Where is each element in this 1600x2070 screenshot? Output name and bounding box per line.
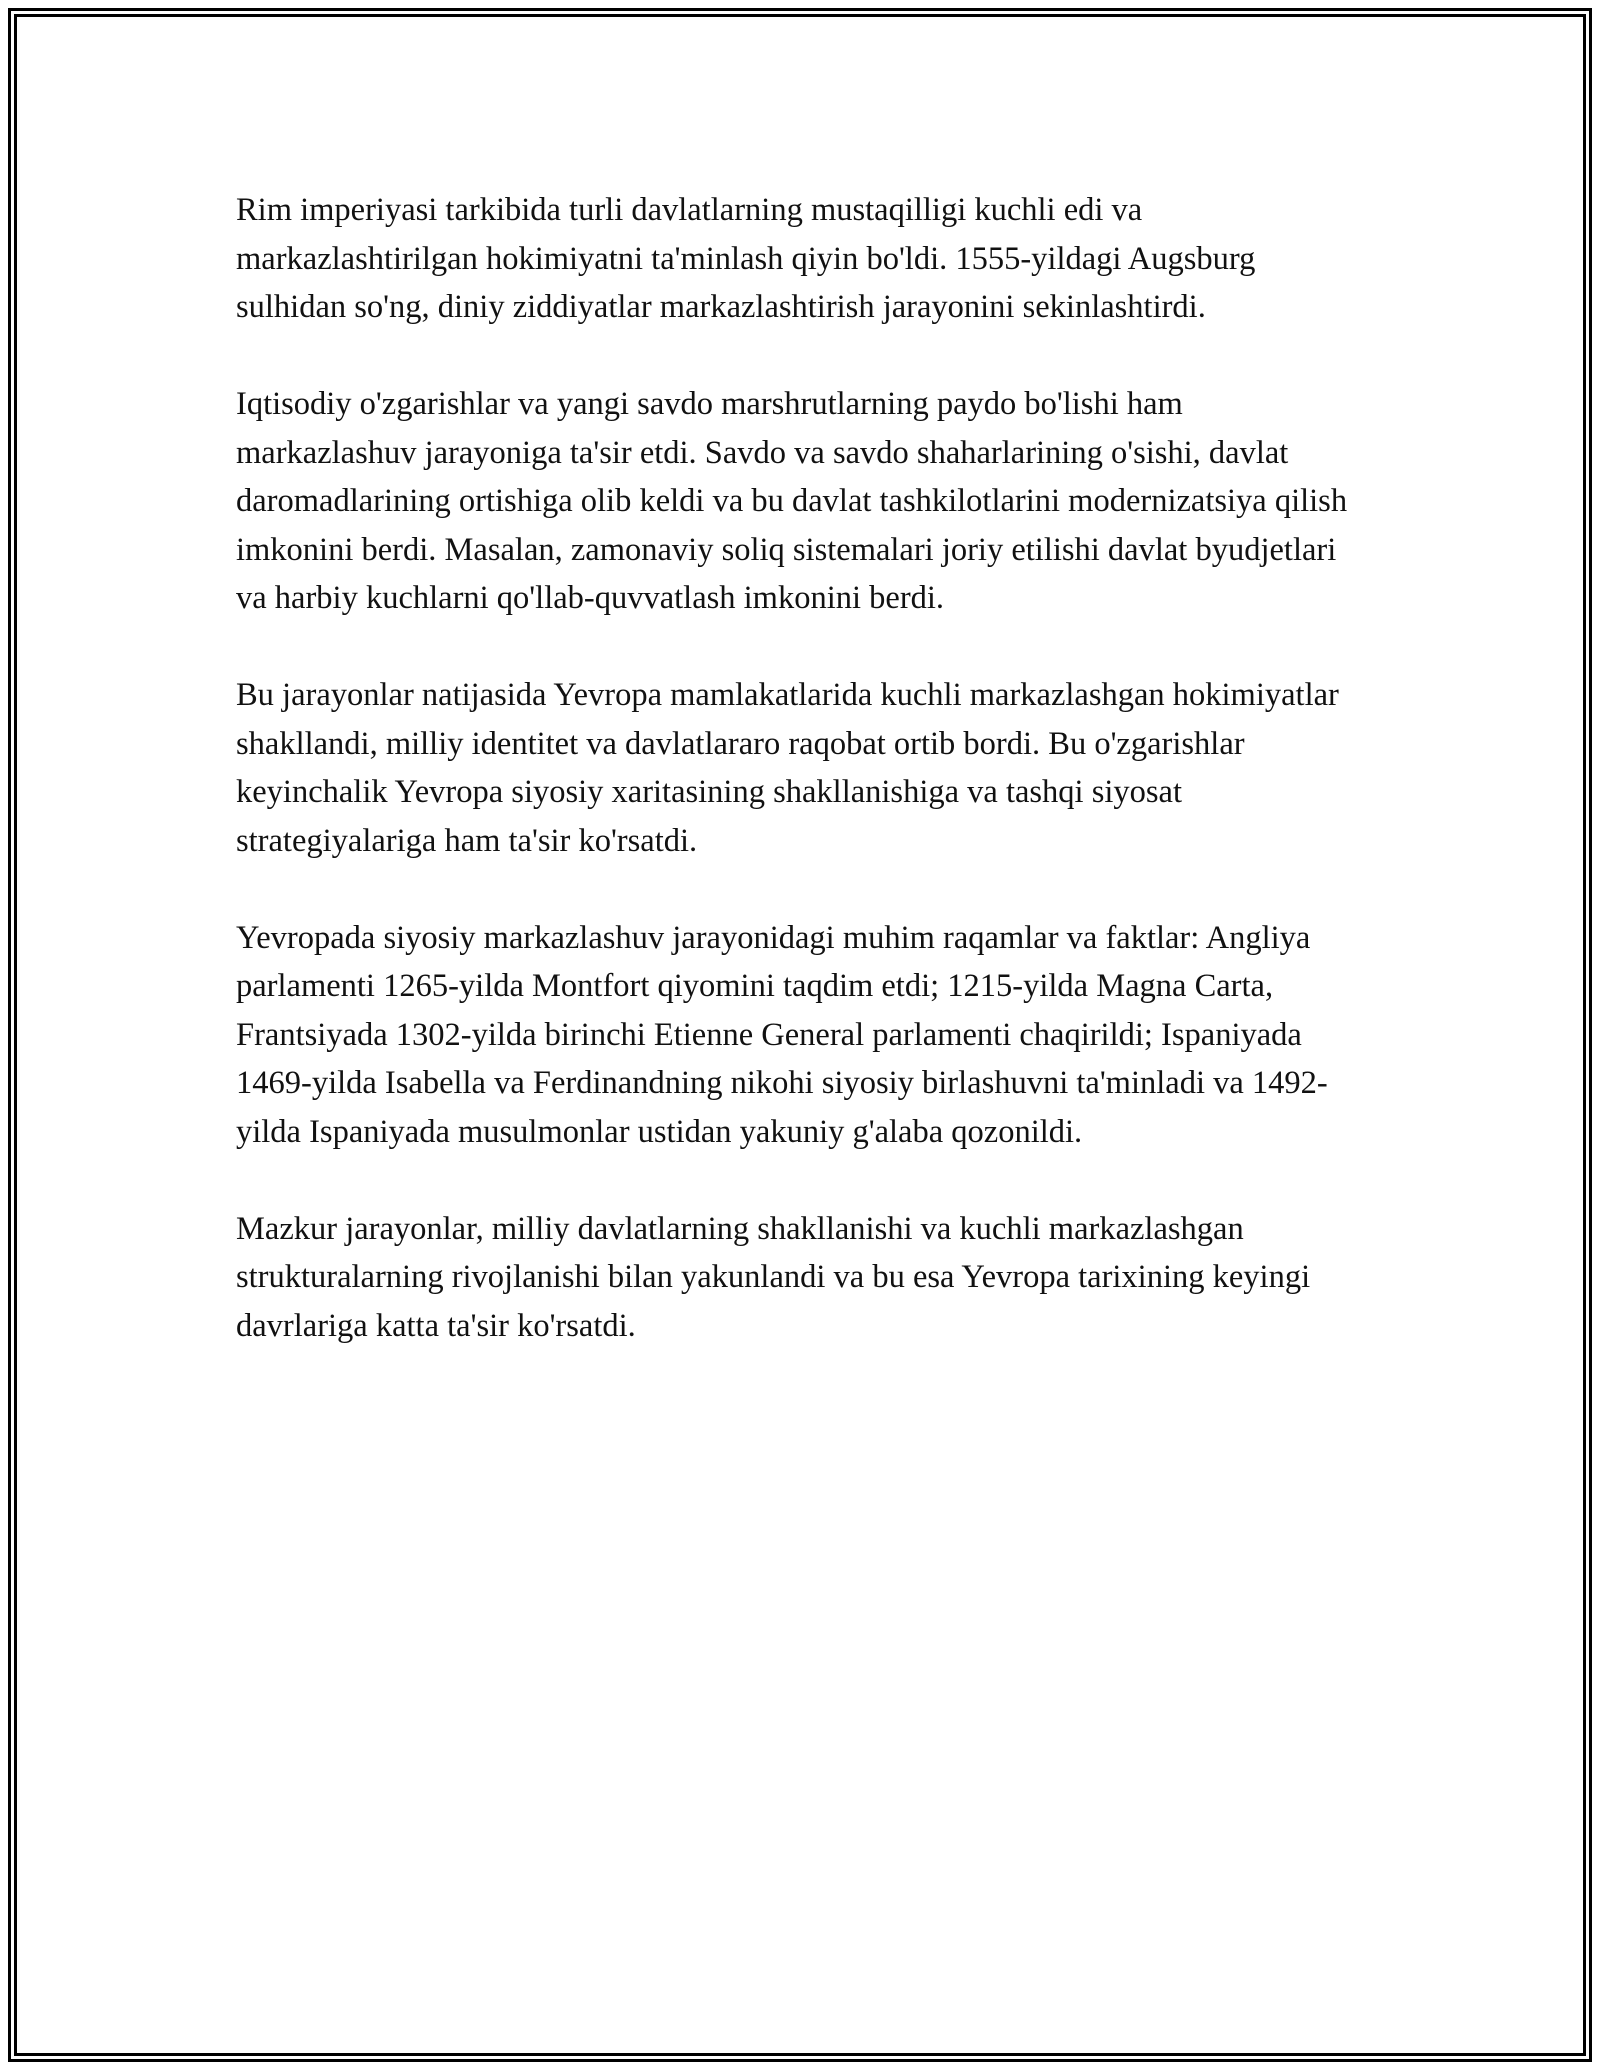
paragraph-3: Bu jarayonlar natijasida Yevropa mamlakatlarida kuchli markazlashgan hokimiyatlar shakllandi, milliy identitet va davlatlararo raqobat ortib bordi. Bu o'zgarishlar keyinchalik Yevropa siyosiy xaritasining shakllanishiga va tashqi siyosat strategiyalariga ham ta'sir ko'rsatdi. bbox=[236, 677, 1339, 859]
document-body bbox=[236, 186, 1366, 1399]
paragraph-4: Yevropada siyosiy markazlashuv jarayonidagi muhim raqamlar va faktlar: Angliya parlamenti 1265-yilda Montfort qiyomini taqdim etdi; 1215-yilda Magna Carta, Frantsiyada 1302-yilda birinchi Etienne General parlamenti chaqirildi; Ispaniyada 1469-yilda Isabella va Ferdinandning nikohi siyosiy birlashuvni ta'minladi va 1492-yilda Ispaniyada musulmonlar ustidan yakuniy g'alaba qozonildi. bbox=[236, 919, 1328, 1150]
paragraph-5: Mazkur jarayonlar, milliy davlatlarning shakllanishi va kuchli markazlashgan strukturalarning rivojlanishi bilan yakunlandi va bu esa Yevropa tarixining keyingi davrlariga katta ta'sir ko'rsatdi. bbox=[236, 1210, 1311, 1344]
paragraph-2: Iqtisodiy o'zgarishlar va yangi savdo marshrutlarning paydo bo'lishi ham markazlashuv jarayoniga ta'sir etdi. Savdo va savdo shaharlarining o'sishi, davlat daromadlarining ortishiga olib keldi va bu davlat tashkilotlarini modernizatsiya qilish imkonini berdi. Masalan, zamonaviy soliq sistemalari joriy etilishi davlat byudjetlari va harbiy kuchlarni qo'llab-quvvatlash imkonini berdi. bbox=[236, 386, 1348, 616]
paragraph-1: Rim imperiyasi tarkibida turli davlatlarning mustaqilligi kuchli edi va markazlashtirilgan hokimiyatni ta'minlash qiyin bo'ldi. 1555-yildagi Augsburg sulhidan so'ng, diniy ziddiyatlar markazlashtirish jarayonini sekinlashtirdi. bbox=[236, 192, 1256, 325]
